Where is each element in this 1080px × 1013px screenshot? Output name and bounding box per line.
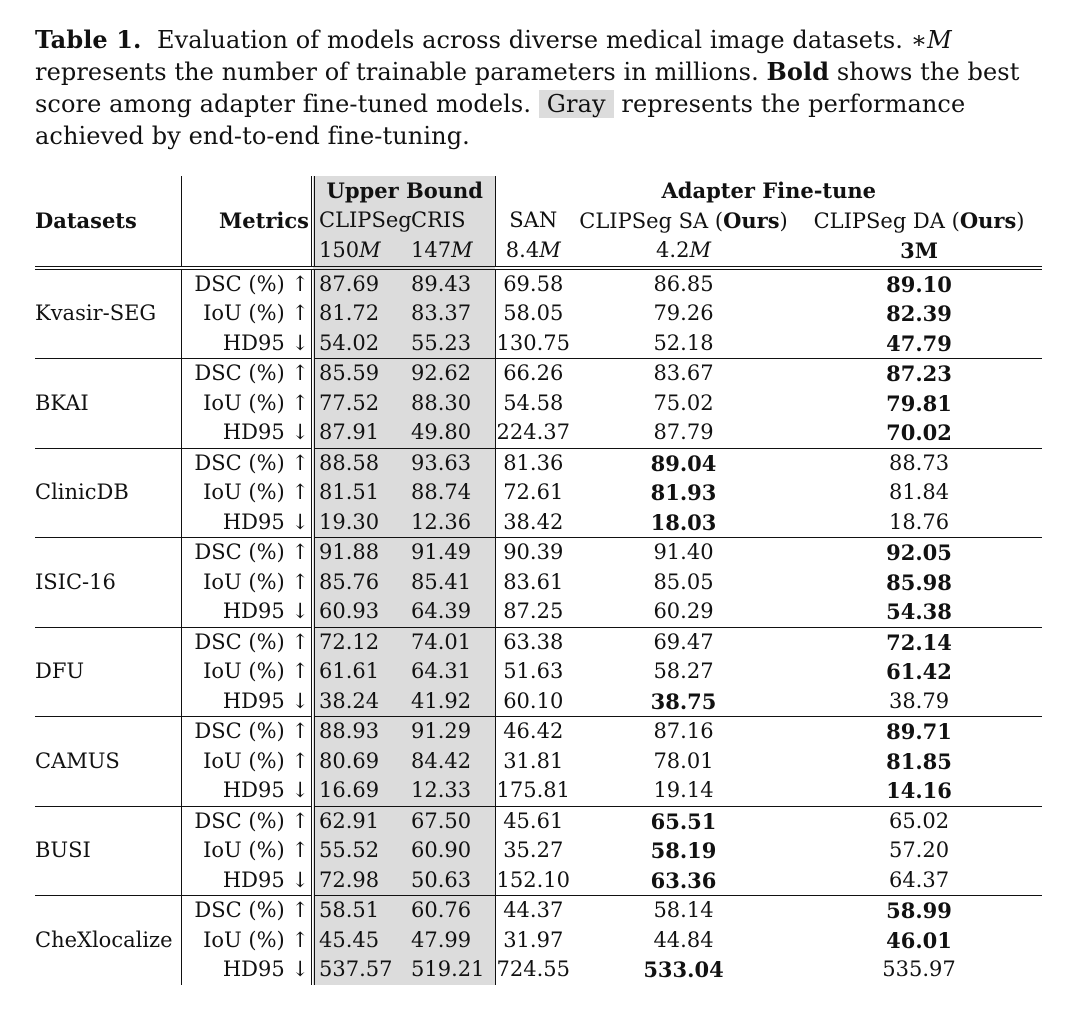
param-clipseg: 150M — [313, 236, 407, 268]
cell-clipseg: 91.88 — [313, 538, 407, 568]
cell-san: 31.81 — [503, 748, 564, 773]
cell-san: 69.58 — [503, 271, 564, 296]
table-row — [35, 866, 1042, 896]
cell-clipseg: 55.52 — [313, 836, 407, 866]
dataset-name: CheXlocalize — [35, 927, 173, 952]
cell-san: 58.05 — [503, 301, 564, 325]
table-row — [35, 836, 1042, 866]
table-row — [35, 657, 1042, 687]
cell-san: 130.75 — [495, 329, 571, 359]
cell-cris: 64.31 — [407, 657, 495, 687]
cell-sa: 58.14 — [653, 898, 714, 922]
cell-sa: 78.01 — [653, 748, 714, 773]
metric-label: DSC (%) ↑ — [181, 896, 313, 926]
cell-da: 87.23 — [886, 361, 952, 386]
cell-clipseg: 87.69 — [313, 268, 407, 300]
cell-san: 724.55 — [496, 957, 570, 981]
dataset-name: Kvasir-SEG — [35, 268, 181, 359]
cell-cris: 55.23 — [407, 329, 495, 359]
cell-san: 90.39 — [503, 540, 564, 564]
cell-clipseg: 54.02 — [313, 329, 407, 359]
caption-text-2: represents the number of trainable parameters in millions. — [35, 58, 767, 86]
cell-san: 83.61 — [503, 569, 564, 594]
cell-clipseg: 72.12 — [313, 627, 407, 657]
model-clipseg-header: CLIPSeg — [313, 206, 407, 237]
cell-cris: 91.29 — [407, 717, 495, 747]
cell-da: 85.98 — [886, 569, 952, 595]
cell-cris: 93.63 — [407, 448, 495, 478]
metric-label: IoU (%) ↑ — [181, 389, 313, 419]
metric-label: DSC (%) ↑ — [181, 717, 313, 747]
adapter-finetune-header: Adapter Fine-tune — [661, 178, 877, 203]
metric-label: HD95 ↓ — [181, 866, 313, 896]
cell-san: 31.97 — [503, 927, 564, 952]
cell-san: 38.42 — [495, 508, 571, 538]
cell-clipseg: 38.24 — [313, 687, 407, 717]
cell-da: 46.01 — [886, 927, 952, 953]
cell-da: 64.37 — [796, 866, 1042, 896]
cell-cris: 12.33 — [407, 776, 495, 806]
results-table-wrapper — [35, 176, 1045, 985]
metric-label: DSC (%) ↑ — [181, 448, 313, 478]
dataset-name: DFU — [35, 627, 181, 717]
metric-label: IoU (%) ↑ — [181, 836, 313, 866]
cell-sa: 86.85 — [653, 271, 714, 296]
cell-da: 92.05 — [886, 540, 952, 565]
table-row — [35, 568, 1042, 598]
cell-san: 60.10 — [495, 687, 571, 717]
cell-cris: 12.36 — [407, 508, 495, 538]
table-row — [35, 896, 1042, 926]
table-row — [35, 299, 1042, 329]
cell-sa: 60.29 — [571, 597, 796, 627]
table-row — [35, 418, 1042, 448]
cell-da: 79.81 — [886, 390, 952, 416]
caption-bold-word: Bold — [766, 57, 830, 86]
header-row-groups — [35, 176, 1042, 206]
cell-sa: 18.03 — [571, 508, 796, 538]
metric-label: DSC (%) ↑ — [181, 268, 313, 300]
cell-da: 89.71 — [886, 719, 952, 744]
cell-cris: 91.49 — [407, 538, 495, 568]
cell-da: 81.85 — [886, 748, 952, 774]
cell-san: 46.42 — [503, 719, 564, 743]
model-san-header: SAN — [509, 208, 558, 232]
table-row — [35, 508, 1042, 538]
cell-clipseg: 85.76 — [313, 568, 407, 598]
cell-sa: 69.47 — [653, 629, 714, 654]
cell-san: 35.27 — [503, 838, 564, 862]
cell-sa: 81.93 — [650, 480, 717, 505]
cell-da: 54.38 — [796, 597, 1042, 627]
cell-sa: 87.16 — [653, 719, 714, 743]
cell-da: 18.76 — [796, 508, 1042, 538]
table-row — [35, 717, 1042, 747]
results-table — [35, 176, 1042, 985]
table-row — [35, 389, 1042, 419]
cell-clipseg: 81.72 — [313, 299, 407, 329]
model-clipseg-sa-header: CLIPSeg SA (Ours) — [579, 207, 788, 233]
cell-clipseg: 19.30 — [313, 508, 407, 538]
cell-clipseg: 88.58 — [313, 448, 407, 478]
cell-da: 58.99 — [886, 898, 952, 923]
cell-cris: 41.92 — [407, 687, 495, 717]
cell-clipseg: 80.69 — [313, 747, 407, 777]
caption-gray-word: Gray — [539, 90, 614, 118]
cell-san: 87.25 — [495, 597, 571, 627]
metric-label: IoU (%) ↑ — [181, 926, 313, 956]
datasets-header: Datasets — [35, 208, 137, 233]
table-row — [35, 747, 1042, 777]
cell-sa: 52.18 — [571, 329, 796, 359]
cell-sa: 91.40 — [653, 540, 714, 564]
cell-clipseg: 537.57 — [313, 955, 407, 985]
caption-text-3: shows the best score among adapter fine-tuned models. — [35, 58, 1020, 118]
cell-san: 51.63 — [503, 659, 564, 683]
cell-da: 65.02 — [888, 808, 950, 833]
cell-da: 72.14 — [886, 629, 952, 655]
cell-da: 81.84 — [888, 480, 950, 504]
table-row — [35, 926, 1042, 956]
caption-m-symbol: M — [927, 26, 952, 54]
cell-sa: 89.04 — [650, 450, 717, 476]
cell-da: 82.39 — [886, 301, 952, 326]
cell-sa: 38.75 — [571, 687, 796, 717]
param-cris: 147M — [407, 236, 495, 268]
table-row — [35, 448, 1042, 478]
cell-sa: 87.79 — [571, 418, 796, 448]
cell-clipseg: 72.98 — [313, 866, 407, 896]
cell-cris: 92.62 — [407, 359, 495, 389]
param-clipseg-da: 3M — [796, 236, 1042, 268]
cell-cris: 47.99 — [407, 926, 495, 956]
table-row — [35, 687, 1042, 717]
cell-san: 63.38 — [503, 629, 564, 654]
metric-label: DSC (%) ↑ — [181, 538, 313, 568]
cell-clipseg: 87.91 — [313, 418, 407, 448]
cell-cris: 67.50 — [407, 806, 495, 836]
cell-cris: 85.41 — [407, 568, 495, 598]
table-row — [35, 538, 1042, 568]
cell-san: 175.81 — [495, 776, 571, 806]
metric-label: HD95 ↓ — [181, 955, 313, 985]
cell-sa: 83.67 — [653, 361, 714, 385]
metric-label: HD95 ↓ — [181, 418, 313, 448]
cell-san: 224.37 — [495, 418, 571, 448]
cell-cris: 64.39 — [407, 597, 495, 627]
dataset-name: BKAI — [35, 359, 181, 449]
cell-da: 88.73 — [888, 450, 950, 475]
table-row — [35, 955, 1042, 985]
cell-clipseg: 81.51 — [313, 478, 407, 508]
cell-sa: 65.51 — [650, 808, 717, 834]
cell-sa: 85.05 — [653, 569, 714, 594]
cell-clipseg: 61.61 — [313, 657, 407, 687]
metric-label: HD95 ↓ — [181, 597, 313, 627]
cell-da: 70.02 — [796, 418, 1042, 448]
metric-label: DSC (%) ↑ — [181, 806, 313, 836]
upper-bound-header: Upper Bound — [313, 176, 495, 206]
table-row — [35, 627, 1042, 657]
table-row — [35, 359, 1042, 389]
cell-clipseg: 60.93 — [313, 597, 407, 627]
dataset-name: ClinicDB — [35, 448, 181, 538]
cell-da: 89.10 — [886, 271, 952, 297]
cell-sa: 75.02 — [653, 390, 714, 415]
cell-da: 61.42 — [886, 659, 952, 684]
metrics-header: Metrics — [181, 206, 313, 237]
cell-clipseg: 85.59 — [313, 359, 407, 389]
cell-cris: 49.80 — [407, 418, 495, 448]
table-row — [35, 268, 1042, 300]
cell-da: 535.97 — [882, 957, 956, 981]
metric-label: IoU (%) ↑ — [181, 299, 313, 329]
dataset-name: ISIC-16 — [35, 538, 181, 628]
cell-cris: 60.76 — [407, 896, 495, 926]
metric-label: HD95 ↓ — [181, 776, 313, 806]
cell-sa: 58.27 — [653, 659, 714, 683]
caption-text-4: represents the performance achieved by end-to-end fine-tuning. — [35, 90, 966, 150]
metric-label: DSC (%) ↑ — [181, 359, 313, 389]
cell-cris: 88.30 — [407, 389, 495, 419]
param-clipseg-sa: 4.2M — [571, 236, 796, 268]
cell-cris: 89.43 — [407, 268, 495, 300]
cell-san: 72.61 — [503, 480, 564, 504]
cell-da: 47.79 — [796, 329, 1042, 359]
table-caption — [35, 24, 1045, 152]
results-body — [35, 268, 1042, 985]
dataset-name: BUSI — [35, 806, 181, 896]
cell-sa: 79.26 — [653, 301, 714, 325]
caption-label: Table 1. — [35, 25, 142, 54]
model-cris-header: CRIS — [407, 206, 495, 237]
cell-clipseg: 62.91 — [313, 806, 407, 836]
cell-cris: 60.90 — [407, 836, 495, 866]
cell-clipseg: 77.52 — [313, 389, 407, 419]
cell-clipseg: 45.45 — [313, 926, 407, 956]
model-clipseg-da-header: CLIPSeg DA (Ours) — [813, 207, 1025, 233]
metric-label: HD95 ↓ — [181, 329, 313, 359]
metric-label: IoU (%) ↑ — [181, 568, 313, 598]
metric-label: IoU (%) ↑ — [181, 657, 313, 687]
cell-san: 54.58 — [503, 390, 564, 415]
cell-clipseg: 58.51 — [313, 896, 407, 926]
cell-da: 57.20 — [888, 838, 950, 862]
metric-label: IoU (%) ↑ — [181, 747, 313, 777]
cell-da: 38.79 — [796, 687, 1042, 717]
cell-san: 45.61 — [503, 808, 564, 833]
cell-cris: 519.21 — [407, 955, 495, 985]
metric-label: IoU (%) ↑ — [181, 478, 313, 508]
table-row — [35, 478, 1042, 508]
cell-sa: 533.04 — [643, 957, 724, 982]
param-san: 8.4M — [495, 236, 571, 268]
cell-san: 152.10 — [495, 866, 571, 896]
cell-sa: 19.14 — [571, 776, 796, 806]
cell-cris: 74.01 — [407, 627, 495, 657]
cell-sa: 44.84 — [653, 927, 714, 952]
dataset-name: CAMUS — [35, 717, 181, 807]
header-row-models — [35, 206, 1042, 237]
metric-label: DSC (%) ↑ — [181, 627, 313, 657]
cell-clipseg: 16.69 — [313, 776, 407, 806]
cell-cris: 83.37 — [407, 299, 495, 329]
cell-san: 44.37 — [503, 898, 564, 922]
metric-label: HD95 ↓ — [181, 687, 313, 717]
table-row — [35, 597, 1042, 627]
table-row — [35, 329, 1042, 359]
cell-sa: 63.36 — [571, 866, 796, 896]
table-row — [35, 776, 1042, 806]
cell-sa: 58.19 — [650, 838, 717, 863]
cell-cris: 84.42 — [407, 747, 495, 777]
cell-cris: 88.74 — [407, 478, 495, 508]
metric-label: HD95 ↓ — [181, 508, 313, 538]
table-row — [35, 806, 1042, 836]
cell-da: 14.16 — [796, 776, 1042, 806]
cell-san: 81.36 — [503, 450, 564, 475]
cell-cris: 50.63 — [407, 866, 495, 896]
cell-san: 66.26 — [503, 361, 564, 385]
header-row-params — [35, 236, 1042, 268]
caption-text-1: Evaluation of models across diverse medical image datasets. ∗ — [156, 26, 928, 54]
cell-clipseg: 88.93 — [313, 717, 407, 747]
